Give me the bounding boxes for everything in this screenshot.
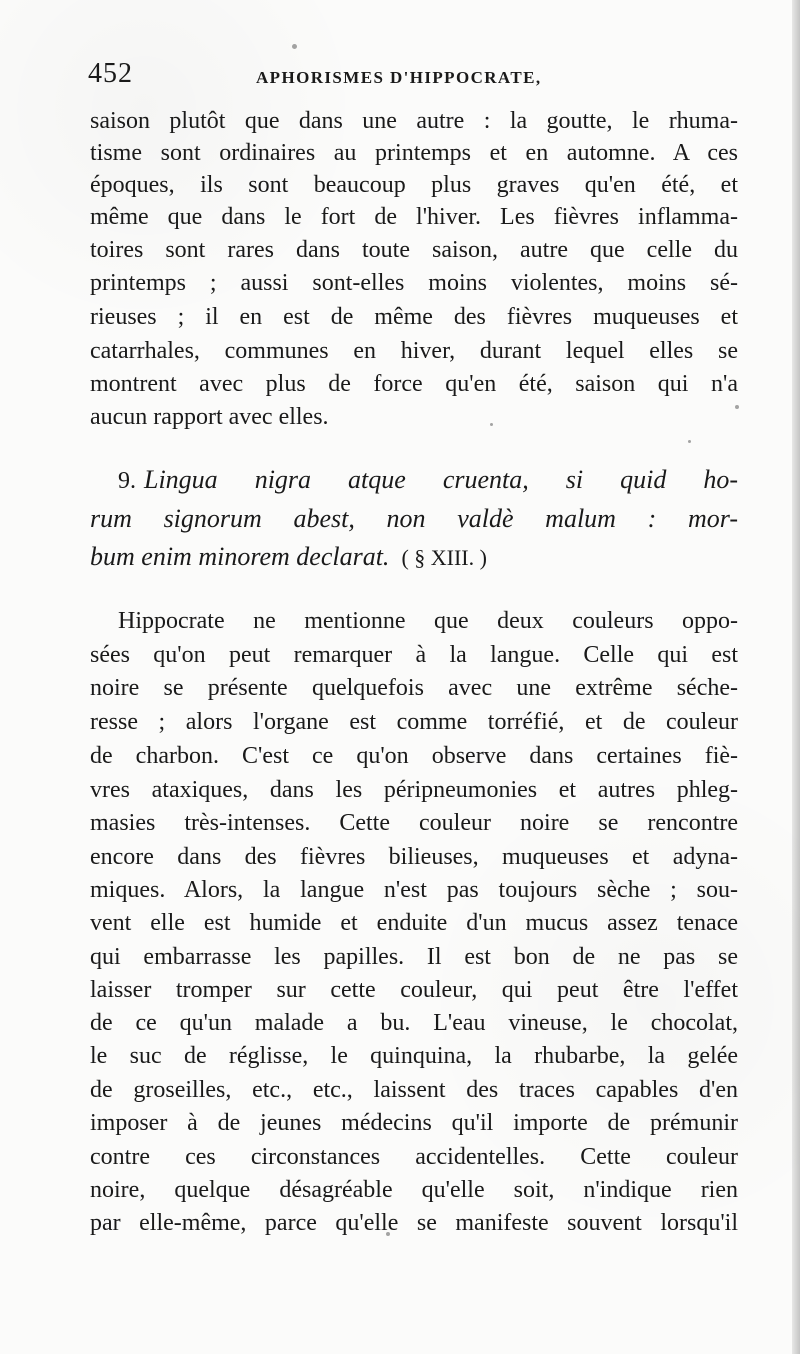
text-line: noire se présente quelquefois avec une extrême séche- [90,675,738,701]
page-edge-shadow [792,0,800,1354]
text-line: de groseilles, etc., etc., laissent des traces capables d'en [90,1077,738,1103]
aphorism-number: 9. [118,468,136,494]
ink-speck [292,44,297,49]
section-reference: ( § XIII. ) [401,545,487,570]
ink-speck [735,405,739,409]
text-line: de charbon. C'est ce qu'on observe dans certaines fiè- [90,743,738,769]
text-line: époques, ils sont beaucoup plus graves qu'en été, et [90,172,738,198]
text-line: noire, quelque désagréable qu'elle soit, n'indique rien [90,1177,738,1203]
text-line: toires sont rares dans toute saison, autre que celle du [90,237,738,263]
text-line: Hippocrate ne mentionne que deux couleurs oppo- [118,608,738,634]
page-number: 452 [88,58,133,89]
text-line: rieuses ; il en est de même des fièvres muqueuses et [90,304,738,330]
aphorism-line-3 [90,540,738,574]
text-line: montrent avec plus de force qu'en été, saison qui n'a [90,371,738,397]
text-line: miques. Alors, la langue n'est pas toujours sèche ; sou- [90,877,738,903]
text-line: encore dans des fièvres bilieuses, muqueuses et adyna- [90,844,738,870]
text-line: sées qu'on peut remarquer à la langue. Celle qui est [90,642,738,668]
text-line: vres ataxiques, dans les péripneumonies et autres phleg- [90,777,738,803]
ink-speck [490,423,493,426]
text-line: même que dans le fort de l'hiver. Les fièvres inflamma- [90,204,738,230]
text-line: catarrhales, communes en hiver, durant lequel elles se [90,338,738,364]
text-line: tisme sont ordinaires au printemps et en automne. A ces [90,140,738,166]
ink-speck [386,1232,390,1236]
text-line: resse ; alors l'organe est comme torréfié, et de couleur [90,709,738,735]
aphorism-text: bum enim minorem declarat. [90,542,390,571]
text-line: contre ces circonstances accidentelles. Cette couleur [90,1144,738,1170]
text-line: de ce qu'un malade a bu. L'eau vineuse, le chocolat, [90,1010,738,1036]
page-header [88,58,608,98]
text-line: printemps ; aussi sont-elles moins violentes, moins sé- [90,270,738,296]
text-line: par elle-même, parce qu'elle se manifeste souvent lorsqu'il [90,1210,738,1236]
text-line: imposer à de jeunes médecins qu'il importe de prémunir [90,1110,738,1136]
aphorism-text: Lingua nigra atque cruenta, si quid ho- [144,465,738,494]
text-line: vent elle est humide et enduite d'un mucus assez tenace [90,910,738,936]
text-line: masies très-intenses. Cette couleur noire se rencontre [90,810,738,836]
text-line: qui embarrasse les papilles. Il est bon de ne pas se [90,944,738,970]
aphorism-line-2: rum signorum abest, non valdè malum : mor- [90,504,738,533]
running-head: APHORISMES D'HIPPOCRATE, [256,68,542,87]
text-line: laisser tromper sur cette couleur, qui peut être l'effet [90,977,738,1003]
text-line-last: aucun rapport avec elles. [90,404,329,430]
text-line: saison plutôt que dans une autre : la goutte, le rhuma- [90,108,738,134]
aphorism-line-1 [118,463,738,497]
ink-speck [688,440,691,443]
text-line: le suc de réglisse, le quinquina, la rhubarbe, la gelée [90,1043,738,1069]
